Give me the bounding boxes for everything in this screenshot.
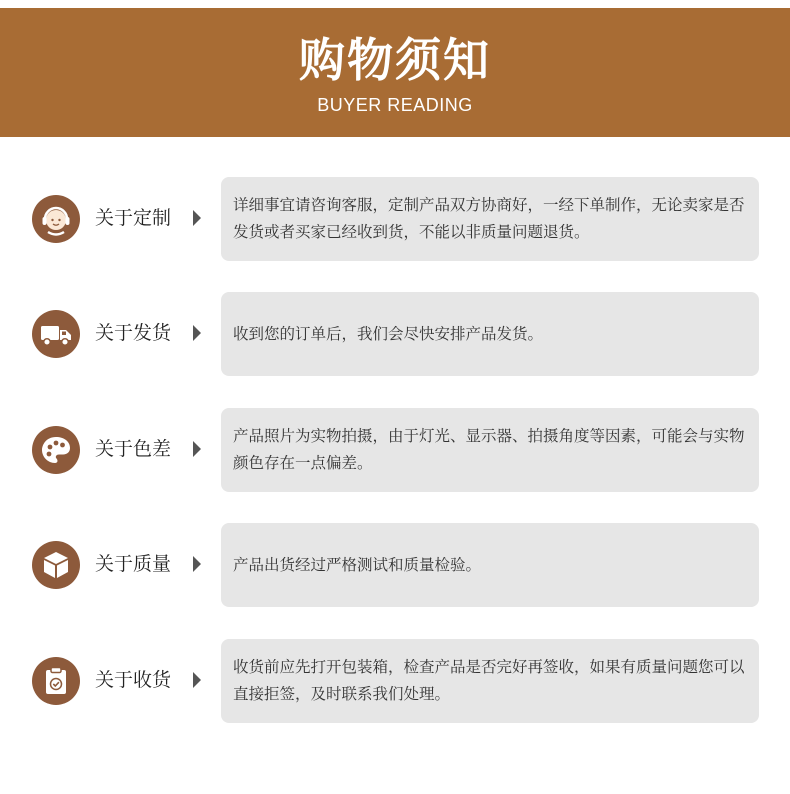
customer-service-icon [32, 195, 80, 243]
notice-item-receiving [0, 639, 790, 723]
caret-right-icon [193, 556, 201, 572]
notice-text-box [221, 523, 759, 607]
caret-right-icon [193, 325, 201, 341]
header-banner [0, 8, 790, 137]
notice-text-box [221, 177, 759, 261]
notice-label: 关于质量 [95, 553, 172, 575]
notice-item-quality [0, 523, 790, 607]
notice-text-box [221, 292, 759, 376]
notice-label: 关于色差 [95, 438, 172, 460]
delivery-truck-icon [32, 310, 80, 358]
color-palette-icon [32, 426, 80, 474]
notice-text: 收货前应先打开包装箱，检查产品是否完好再签收，如果有质量问题您可以直接拒签，及时联系我们处理。 [233, 658, 745, 703]
page-title: 购物须知 [299, 33, 491, 87]
notice-item-color-difference [0, 408, 790, 492]
notice-text: 收到您的订单后，我们会尽快安排产品发货。 [233, 324, 544, 343]
caret-right-icon [193, 210, 201, 226]
clipboard-check-icon [32, 657, 80, 705]
page-subtitle: BUYER READING [317, 95, 473, 115]
notice-item-custom [0, 177, 790, 261]
notice-label: 关于定制 [95, 207, 172, 229]
caret-right-icon [193, 441, 201, 457]
notice-text-box [221, 639, 759, 723]
notice-text: 详细事宜请咨询客服，定制产品双方协商好，一经下单制作，无论卖家是否发货或者买家已经收到货，不能以非质量问题退货。 [233, 196, 745, 241]
notice-text: 产品出货经过严格测试和质量检验。 [233, 555, 482, 574]
caret-right-icon [193, 672, 201, 688]
notice-label: 关于收货 [95, 669, 172, 691]
notice-text-box [221, 408, 759, 492]
notice-label: 关于发货 [95, 322, 172, 344]
notice-item-shipping [0, 292, 790, 376]
package-box-icon [32, 541, 80, 589]
notice-text: 产品照片为实物拍摄，由于灯光、显示器、拍摄角度等因素，可能会与实物颜色存在一点偏差。 [233, 427, 745, 472]
